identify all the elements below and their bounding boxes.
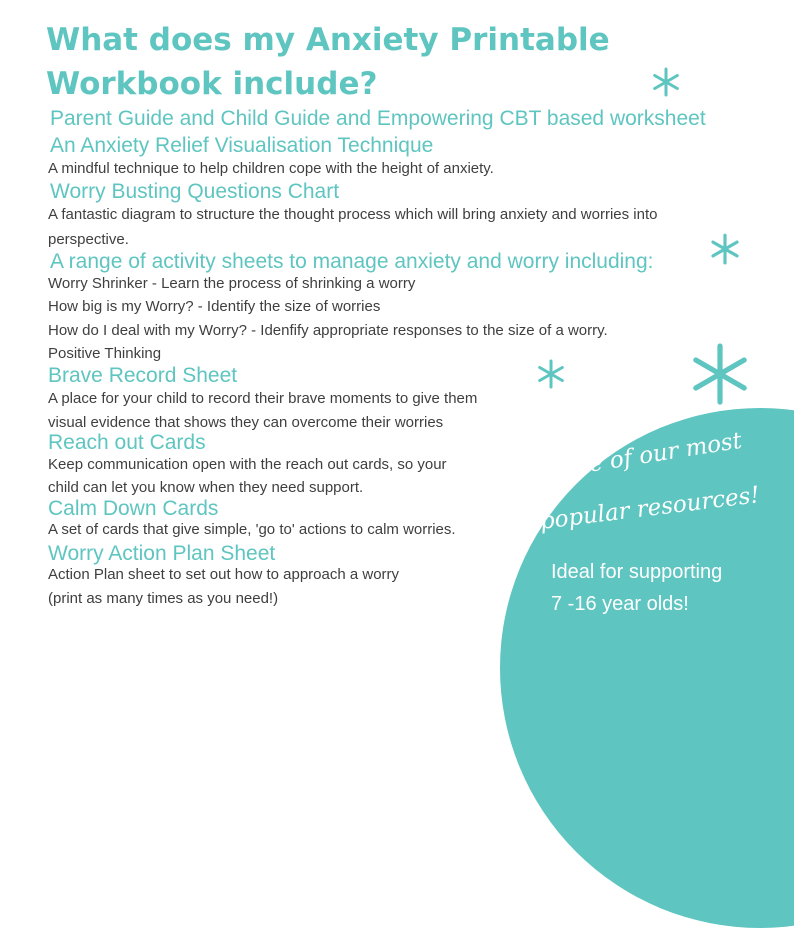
activity-positive-thinking: Positive Thinking — [48, 345, 162, 362]
asterisk-icon — [650, 66, 682, 98]
desc-worry-busting-1: A fantastic diagram to structure the thought process which will bring anxiety and worries into — [48, 206, 658, 223]
item-parent-guide: Parent Guide and Child Guide and Empowering CBT based worksheet — [50, 107, 706, 130]
heading-action-plan: Worry Action Plan Sheet — [48, 542, 276, 565]
activity-worry-shrinker: Worry Shrinker - Learn the process of shrinking a worry — [48, 275, 416, 292]
desc-brave-2: visual evidence that shows they can overcome their worries — [48, 414, 444, 431]
title-line-2: Workbook include? — [46, 66, 378, 102]
asterisk-icon — [708, 232, 742, 266]
asterisk-icon — [688, 342, 752, 406]
heading-activity-sheets: A range of activity sheets to manage anxiety and worry including: — [50, 250, 654, 273]
desc-reach-2: child can let you know when they need support. — [48, 479, 364, 496]
desc-reach-1: Keep communication open with the reach out cards, so your — [48, 456, 447, 473]
heading-visualisation: An Anxiety Relief Visualisation Technique — [50, 134, 434, 157]
promo-ideal-line-2: 7 -16 year olds! — [551, 593, 689, 615]
activity-how-deal: How do I deal with my Worry? - Idenfify appropriate responses to the size of a worry. — [48, 322, 608, 339]
desc-worry-busting-2: perspective. — [48, 231, 129, 248]
desc-brave-1: A place for your child to record their brave moments to give them — [48, 390, 478, 407]
page-title — [46, 18, 610, 106]
title-line-1: What does my Anxiety Printable — [46, 22, 610, 58]
desc-visualisation: A mindful technique to help children cope with the height of anxiety. — [48, 160, 494, 177]
heading-brave-record: Brave Record Sheet — [48, 364, 238, 387]
promo-ideal-line-1: Ideal for supporting — [551, 561, 723, 583]
heading-calm-down: Calm Down Cards — [48, 497, 219, 520]
desc-calm-down: A set of cards that give simple, 'go to' actions to calm worries. — [48, 521, 456, 538]
desc-plan-2: (print as many times as you need!) — [48, 590, 279, 607]
asterisk-icon — [535, 358, 567, 390]
desc-plan-1: Action Plan sheet to set out how to approach a worry — [48, 566, 400, 583]
heading-reach-out: Reach out Cards — [48, 431, 206, 454]
promo-script-line-1: One of our most — [553, 427, 744, 483]
heading-worry-busting: Worry Busting Questions Chart — [50, 180, 340, 203]
promo-script-line-2: popular resources! — [538, 482, 762, 535]
activity-how-big: How big is my Worry? - Identify the size of worries — [48, 298, 381, 315]
